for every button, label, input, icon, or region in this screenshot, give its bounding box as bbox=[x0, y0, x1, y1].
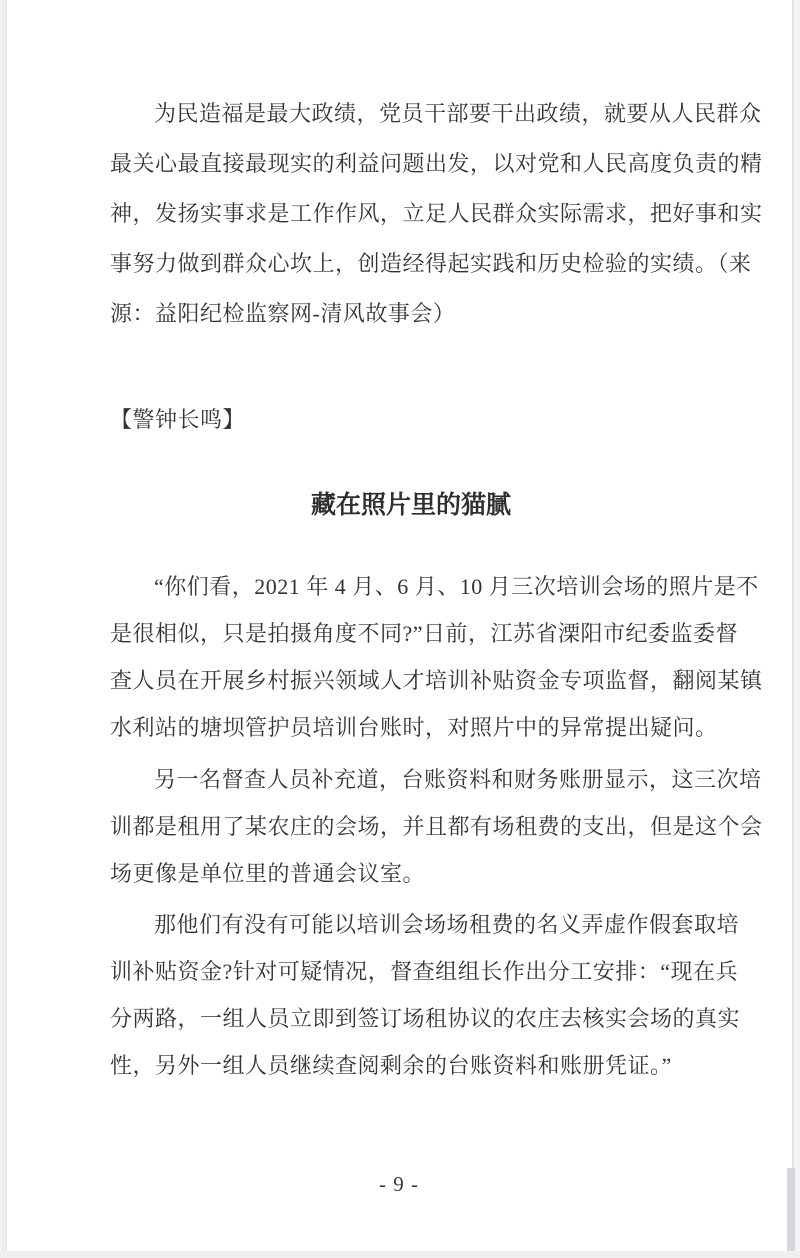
text-line: 为民造福是最大政绩，党员干部要干出政绩，就要从人民群众 bbox=[154, 101, 762, 126]
text-line: 分两路，一组人员立即到签订场租协议的农庄去核实会场的真实 bbox=[110, 1006, 741, 1031]
page-right-edge bbox=[792, 0, 794, 1251]
text-line: 性，另外一组人员继续查阅剩余的台账资料和账册凭证。” bbox=[110, 1053, 672, 1078]
text-line: 场更像是单位里的普通会议室。 bbox=[110, 861, 426, 886]
text-line: 水利站的塘坝管护员培训台账时，对照片中的异常提出疑问。 bbox=[110, 715, 718, 740]
page-number: - 9 - bbox=[379, 1172, 419, 1196]
text-line: 事努力做到群众心坎上，创造经得起实践和历史检验的实绩。（来 bbox=[110, 251, 752, 276]
page-bottom-edge bbox=[0, 1251, 800, 1258]
page-left-edge bbox=[1, 0, 7, 1251]
page-right-edge-shadow bbox=[787, 1168, 795, 1252]
body-paragraph bbox=[110, 901, 741, 1089]
body-paragraph bbox=[110, 756, 763, 897]
text-line: 是很相似，只是拍摄角度不同?”日前，江苏省溧阳市纪委监委督 bbox=[110, 621, 739, 646]
document-page bbox=[6, 0, 792, 1251]
section-heading: 【警钟长鸣】 bbox=[110, 407, 246, 432]
article-title: 藏在照片里的猫腻 bbox=[310, 491, 511, 519]
text-line: 那他们有没有可能以培训会场场租费的名义弄虚作假套取培 bbox=[154, 912, 740, 937]
text-line: 最关心最直接最现实的利益问题出发，以对党和人民高度负责的精 bbox=[110, 151, 763, 176]
body-paragraph bbox=[110, 563, 763, 751]
text-line: “你们看，2021 年 4 月、6 月、10 月三次培训会场的照片是不 bbox=[154, 574, 759, 599]
text-line: 源：益阳纪检监察网-清风故事会） bbox=[110, 301, 456, 326]
text-line: 训都是租用了某农庄的会场，并且都有场租费的支出，但是这个会 bbox=[110, 814, 763, 839]
text-line: 查人员在开展乡村振兴领域人才培训补贴资金专项监督，翻阅某镇 bbox=[110, 668, 763, 693]
text-line: 神，发扬实事求是工作作风，立足人民群众实际需求，把好事和实 bbox=[110, 201, 763, 226]
text-line: 训补贴资金?针对可疑情况，督查组组长作出分工安排：“现在兵 bbox=[110, 959, 739, 984]
text-line: 另一名督查人员补充道，台账资料和财务账册显示，这三次培 bbox=[154, 767, 762, 792]
intro-paragraph bbox=[110, 89, 763, 339]
